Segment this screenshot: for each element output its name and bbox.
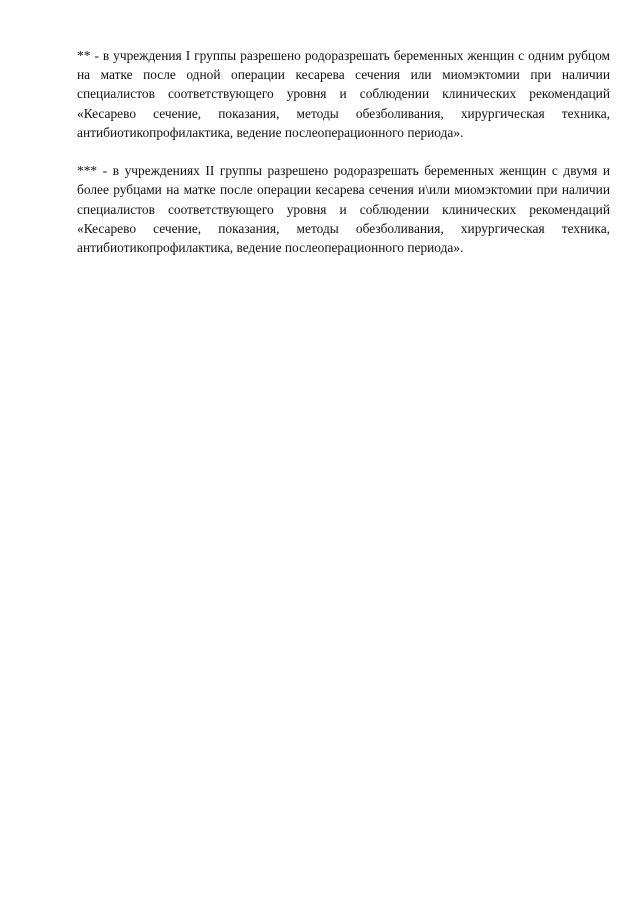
footnote-text: - в учреждения I группы разрешено родоразрешать беременных женщин с одним рубцом на матке после одной операции кесарева сечения или миомэктомии при наличии специалистов соответствующего уровня и соблюдении клинических рекомендаций «Кесарево сечение, показания, методы обезболивания, хирургическая техника, антибиотикопрофилактика, ведение послеоперационного периода». [77,48,610,140]
footnotes-block [77,46,610,257]
footnote-triple-asterisk [77,161,610,257]
footnote-double-asterisk [77,46,610,142]
footnote-marker: ** [77,48,91,63]
footnote-text: - в учреждениях II группы разрешено родоразрешать беременных женщин с двумя и более рубцами на матке после операции кесарева сечения и\или миомэктомии при наличии специалистов соответствующего уровня и соблюдении клинических рекомендаций «Кесарево сечение, показания, методы обезболивания, хирургическая техника, антибиотикопрофилактика, ведение послеоперационного периода». [77,163,610,256]
footnote-marker: *** [77,163,98,179]
